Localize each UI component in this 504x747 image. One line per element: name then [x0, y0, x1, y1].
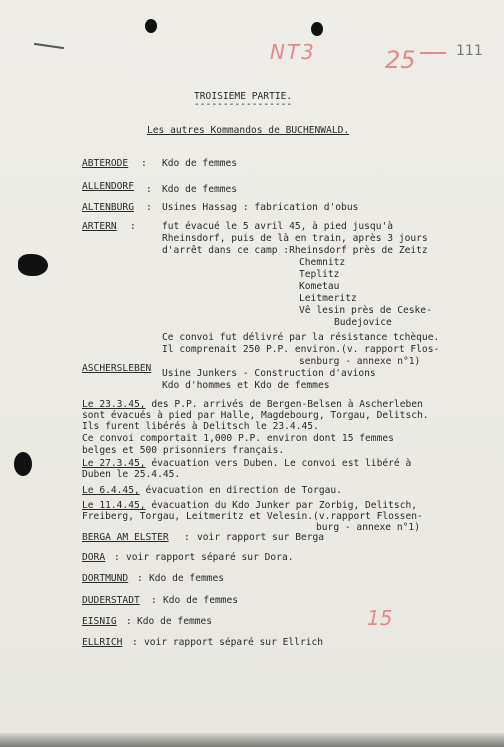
entry-separator: :: [132, 637, 138, 648]
place-name: Chemnitz: [299, 257, 346, 268]
entry-text: voir rapport séparé sur Dora.: [126, 552, 294, 563]
entry-text: Usines Hassag : fabrication d'obus: [162, 202, 359, 213]
page-title: TROISIEME PARTIE.: [194, 91, 293, 102]
entry-name: ELLRICH: [82, 637, 123, 648]
handwritten-stroke: [420, 52, 446, 54]
paragraph-text: évacuation en direction de Torgau.: [139, 485, 342, 496]
entry-text: voir rapport séparé sur Ellrich: [144, 637, 324, 648]
paragraph-text: des P.P. arrivés de Bergen-Belsen à Ascherleben: [145, 399, 423, 410]
entry-name: ALTENBURG: [82, 202, 134, 213]
scan-border: [0, 733, 504, 747]
paragraph-text: burg - annexe n°1): [316, 522, 420, 533]
entry-name: DUDERSTADT: [82, 595, 140, 606]
paper-fold-mark: [34, 43, 64, 49]
punch-hole: [311, 22, 323, 36]
entry-text: senburg - annexe n°1): [299, 356, 421, 367]
entry-name: ASCHERSLEBEN: [82, 363, 152, 374]
entry-separator: :: [137, 573, 143, 584]
place-name: Vê lesin près de Ceske-: [299, 305, 432, 316]
dated-paragraph: [82, 500, 417, 511]
entry-text: Kdo de femmes: [149, 573, 225, 584]
entry-text: Il comprenait 250 P.P. environ.(v. rapport Flos-: [162, 344, 440, 355]
entry-name: ABTERODE: [82, 158, 129, 169]
entry-name: DORA: [82, 552, 106, 563]
entry-text: Kdo de femmes: [162, 184, 238, 195]
entry-separator: :: [130, 221, 136, 232]
paragraph-text: sont évacués à pied par Halle, Magdebourg, Torgau, Delitsch.: [82, 410, 429, 421]
entry-separator: :: [184, 532, 190, 543]
entry-separator: :: [146, 202, 152, 213]
punch-hole: [145, 19, 157, 33]
handwritten-mark: 111: [456, 43, 483, 59]
entry-text: Kdo de femmes: [163, 595, 239, 606]
paragraph-date: Le 11.4.45,: [82, 500, 146, 511]
title-rule: -----------------: [194, 99, 293, 110]
entry-text: Ce convoi fut délivré par la résistance tchèque.: [162, 332, 440, 343]
paragraph-date: Le 27.3.45,: [82, 458, 146, 469]
entry-text: Kdo d'hommes et Kdo de femmes: [162, 380, 330, 391]
paragraph-text: belges et 500 prisonniers français.: [82, 445, 285, 456]
paragraph-text: Freiberg, Torgau, Leitmeritz et Velesin.(v.rapport Flossen-: [82, 511, 423, 522]
entry-text: Usine Junkers - Construction d'avions: [162, 368, 376, 379]
handwritten-mark: 15: [367, 606, 393, 630]
paragraph-text: évacuation du Kdo Junker par Zorbig, Delitsch,: [145, 500, 418, 511]
paragraph-text: évacuation vers Duben. Le convoi est libéré à: [145, 458, 412, 469]
entry-text: d'arrêt dans ce camp :Rheinsdorf près de Zeitz: [162, 245, 428, 256]
entry-separator: :: [141, 158, 147, 169]
entry-name: DORTMUND: [82, 573, 129, 584]
paragraph-text: Ils furent libérés à Delitsch le 23.4.45.: [82, 421, 319, 432]
place-name: Kometau: [299, 281, 340, 292]
paragraph-date: Le 6.4.45,: [82, 485, 140, 496]
place-name: Leitmeritz: [299, 293, 357, 304]
entry-separator: :: [151, 595, 157, 606]
place-name: Budejovice: [334, 317, 392, 328]
entry-text: Kdo de femmes: [137, 616, 213, 627]
entry-text: Rheinsdorf, puis de là en train, après 3 jours: [162, 233, 428, 244]
dated-paragraph: [82, 458, 411, 469]
entry-separator: :: [114, 552, 120, 563]
entry-name: BERGA AM ELSTER: [82, 532, 169, 543]
paragraph-text: Duben le 25.4.45.: [82, 469, 181, 480]
dated-paragraph: [82, 485, 342, 496]
handwritten-mark: NT3: [270, 40, 316, 64]
section-subtitle: Les autres Kommandos de BUCHENWALD.: [147, 125, 350, 136]
place-name: Teplitz: [299, 269, 340, 280]
entry-text: voir rapport sur Berga: [197, 532, 325, 543]
entry-text: Kdo de femmes: [162, 158, 238, 169]
entry-separator: :: [126, 616, 132, 627]
handwritten-mark: 25: [385, 46, 416, 74]
paragraph-text: Ce convoi comportait 1,000 P.P. environ dont 15 femmes: [82, 433, 394, 444]
dated-paragraph: [82, 399, 423, 410]
entry-name: EISNIG: [82, 616, 117, 627]
entry-name: ALLENDORF: [82, 181, 134, 192]
punch-hole: [14, 452, 32, 476]
punch-hole: [18, 254, 48, 276]
entry-text: fut évacué le 5 avril 45, à pied jusqu'à: [162, 221, 394, 232]
entry-name: ARTERN: [82, 221, 117, 232]
entry-separator: :: [146, 184, 152, 195]
paragraph-date: Le 23.3.45,: [82, 399, 146, 410]
